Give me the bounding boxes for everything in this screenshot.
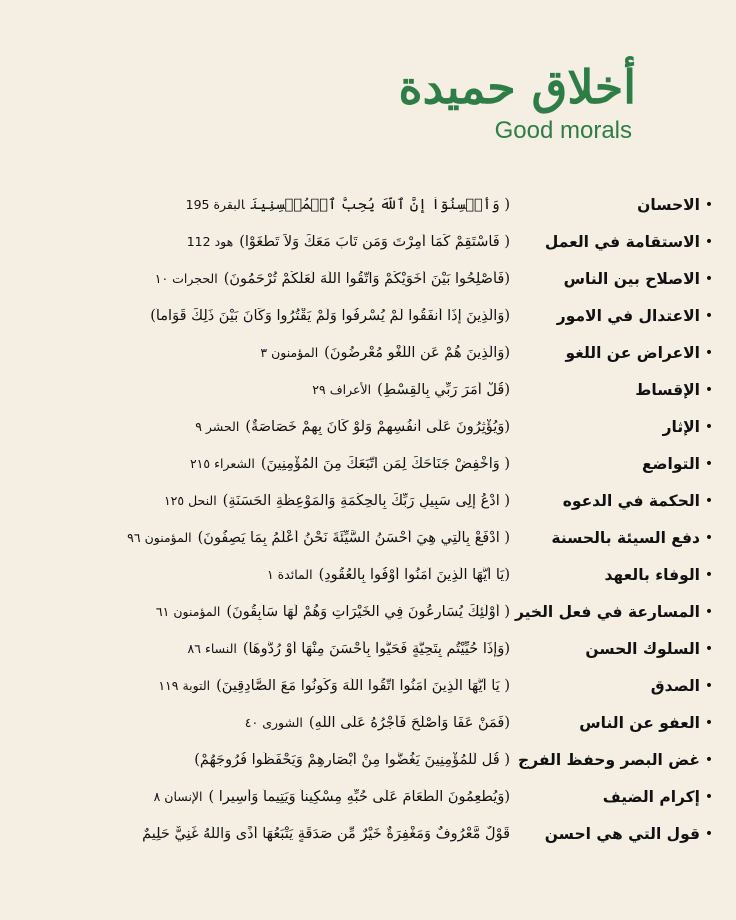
verse-text: ( ادْفَعْ بِالَّتِي هِيَ أَحْسَنُ السَّيِّئَةَ نَحْنُ أَعْلَمُ بِمَا يَصِفُونَ) [197, 529, 510, 546]
quran-verse [18, 493, 510, 509]
verse-text: ( وَاخْفِضْ جَنَاحَكَ لِمَنِ اتَّبَعَكَ مِنَ الْمُؤْمِنِينَ) [260, 455, 510, 472]
verse-reference: الشعراء ٢١٥ [189, 455, 255, 471]
list-item [18, 445, 718, 482]
bullet-icon: • [704, 751, 714, 768]
bullet-icon: • [704, 381, 714, 398]
verse-text: (وَيُؤْثِرُونَ عَلَى أَنفُسِهِمْ وَلَوْ كَانَ بِهِمْ خَصَاصَةٌ) [245, 418, 510, 435]
quran-verse [18, 345, 510, 361]
quran-verse [18, 604, 510, 620]
moral-topic: دفع السيئة بالحسنة [551, 528, 700, 547]
verse-text: (وَإِذَا حُيِّيْتُم بِتَحِيَّةٍ فَحَيُّواْ بِأَحْسَنَ مِنْهَا أَوْ رُدُّوهَا) [242, 640, 510, 657]
list-item [18, 297, 718, 334]
verse-text: (يَا أَيُّهَا الَّذِينَ آمَنُواْ أَوْفُواْ بِالْعُقُودِ) [318, 566, 510, 583]
list-item [18, 223, 718, 260]
quran-verse [18, 678, 510, 694]
verse-reference: هود 112 [186, 233, 234, 249]
verse-reference: البقرة 195 [185, 196, 245, 212]
list-item [18, 630, 718, 667]
moral-topic: الاعتدال في الامور [556, 306, 700, 325]
moral-topic: الاعراض عن اللغو [565, 343, 700, 362]
bullet-icon: • [704, 196, 714, 213]
bullet-icon: • [704, 307, 714, 324]
list-item [18, 741, 718, 778]
verse-text: (قُلْ أَمَرَ رَبِّي بِالْقِسْطِ) [377, 381, 510, 398]
moral-topic: التواضع [641, 454, 700, 473]
bullet-icon: • [704, 233, 714, 250]
quran-verse [18, 197, 510, 213]
verse-reference: الإنسان ٨ [153, 788, 203, 804]
list-item [18, 260, 718, 297]
moral-topic: الإثار [662, 417, 700, 436]
verse-reference: المؤمنون ٦١ [155, 603, 221, 619]
verse-reference: المؤمنون ٩٦ [127, 529, 192, 545]
list-item [18, 334, 718, 371]
verse-text: ( فَاسْتَقِمْ كَمَا أُمِرْتَ وَمَن تَابَ مَعَكَ وَلاَ تَطْغَوْا) [239, 233, 510, 250]
bullet-icon: • [704, 714, 714, 731]
list-item [18, 371, 718, 408]
bullet-icon: • [704, 603, 714, 620]
verse-text: ( ادْعُ إِلِى سَبِيلِ رَبِّكَ بِالْحِكْمَةِ وَالْمَوْعِظَةِ الْحَسَنَةِ) [222, 492, 510, 509]
moral-topic: غض البصر وحفظ الفرج [518, 750, 700, 769]
list-item [18, 667, 718, 704]
moral-topic: المسارعة في فعل الخير [514, 602, 700, 621]
moral-topic: الحكمة في الدعوه [562, 491, 700, 510]
bullet-icon: • [704, 677, 714, 694]
page-title-arabic: أخلاق حميدة [398, 60, 636, 114]
bullet-icon: • [704, 566, 714, 583]
list-item [18, 408, 718, 445]
quran-verse [18, 530, 510, 546]
quran-verse [18, 419, 510, 435]
quran-verse [18, 382, 510, 398]
list-item [18, 519, 718, 556]
verse-reference: التوبة ١١٩ [158, 677, 211, 693]
verse-reference: المؤمنون ٣ [260, 344, 319, 360]
verse-reference: الحجرات ١٠ [154, 270, 218, 286]
bullet-icon: • [704, 344, 714, 361]
quran-verse [18, 308, 510, 324]
quran-verse [18, 641, 510, 657]
verse-reference: الأعراف ٢٩ [312, 381, 372, 397]
verse-reference: المائدة ١ [266, 566, 313, 582]
list-item [18, 815, 718, 852]
header [336, 62, 636, 145]
moral-topic: الوفاء بالعهد [604, 565, 700, 584]
moral-topic: إكرام الضيف [602, 787, 700, 806]
quran-verse [18, 789, 510, 805]
verse-text: (فَأَصْلِحُوا بَيْنَ أَخَوَيْكُمْ وَاتَّقُوا اللَّهَ لَعَلَّكُمْ تُرْحَمُونَ) [223, 270, 510, 287]
moral-topic: السلوك الحسن [585, 639, 700, 658]
verse-reference: الشورى ٤٠ [244, 714, 303, 730]
quran-verse [18, 567, 510, 583]
moral-topic: الصدق [650, 676, 700, 695]
bullet-icon: • [704, 788, 714, 805]
list-item [18, 704, 718, 741]
bullet-icon: • [704, 825, 714, 842]
verse-reference: النحل ١٢٥ [163, 492, 217, 508]
list-item [18, 482, 718, 519]
bullet-icon: • [704, 455, 714, 472]
list-item [18, 556, 718, 593]
quran-verse [18, 271, 510, 287]
quran-verse [18, 752, 510, 768]
verse-text: ( يَا أَيُّهَا الَّذِينَ آمَنُوا اتَّقُوا اللَّهَ وَكُونُوا مَعَ الصَّادِقِينَ) [216, 677, 510, 694]
moral-topic: الاحسان [637, 195, 700, 214]
moral-topic: الاصلاح بين الناس [563, 269, 700, 288]
moral-topic: قول التي هي احسن [544, 824, 700, 843]
moral-topic: الإقساط [635, 380, 700, 399]
morals-list [18, 186, 718, 852]
list-item [18, 778, 718, 815]
verse-text: (وَيُطْعِمُونَ الطَّعَامَ عَلَى حُبِّهِ مِسْكِيناً وَيَتِيماً وَأَسِيرا ) [208, 788, 510, 805]
verse-text: ( وَأَحۡسِنُوٓاْ إِنَّ ٱللَّهَ يُحِبُّ ٱلۡمُحۡسِنِينَ [250, 196, 510, 213]
bullet-icon: • [704, 270, 714, 287]
verse-text: (وَالَّذِينَ إِذَا أَنفَقُوا لَمْ يُسْرِفُوا وَلَمْ يَقْتُرُوا وَكَانَ بَيْنَ ذَلِكَ قَوَاماً) [150, 307, 510, 324]
list-item [18, 186, 718, 223]
verse-reference: النساء ٨٦ [187, 640, 237, 656]
verse-text: (وَالَّذِينَ هُمْ عَنِ اللَّغْوِ مُعْرِضُونَ) [324, 344, 510, 361]
verse-text: قَوْلٌ مَّعْرُوفٌ وَمَغْفِرَةٌ خَيْرٌ مِّن صَدَقَةٍ يَتْبَعُهَا أَذًى وَاللَّهُ غَنِيٌّ حَلِيمٌ [142, 825, 510, 842]
verse-text: ( أُوْلَئِكَ يُسَارِعُونَ فِي الْخَيْرَاتِ وَهُمْ لَهَا سَابِقُونَ) [226, 603, 510, 620]
bullet-icon: • [704, 418, 714, 435]
quran-verse [18, 826, 510, 842]
verse-text: (فَمَنْ عَفَا وَأَصْلَحَ فَأَجْرُهُ عَلَى اللَّهِ) [308, 714, 510, 731]
verse-text: ( قُل لِّلْمُؤْمِنِينَ يَغُضُّوا مِنْ أَبْصَارِهِمْ وَيَحْفَظُوا فُرُوجَهُمْ) [194, 751, 510, 768]
verse-reference: الحشر ٩ [195, 418, 240, 434]
page-title-english: Good morals [494, 116, 632, 144]
bullet-icon: • [704, 529, 714, 546]
quran-verse [18, 715, 510, 731]
bullet-icon: • [704, 640, 714, 657]
quran-verse [18, 234, 510, 250]
list-item [18, 593, 718, 630]
moral-topic: الاستقامة في العمل [544, 232, 700, 251]
bullet-icon: • [704, 492, 714, 509]
moral-topic: العفو عن الناس [579, 713, 700, 732]
quran-verse [18, 456, 510, 472]
